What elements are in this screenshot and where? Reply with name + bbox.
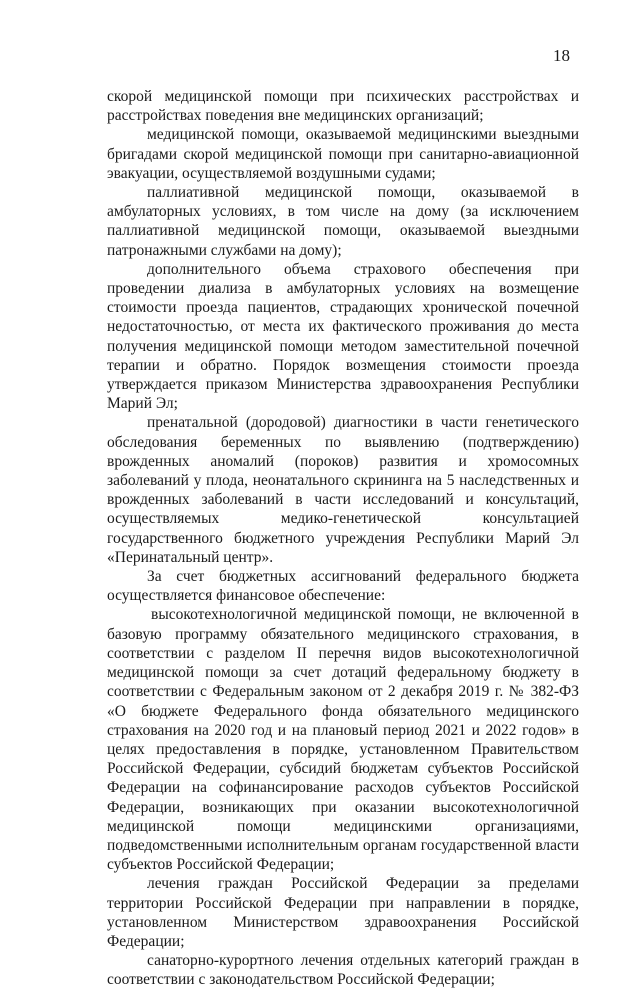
document-body bbox=[107, 87, 579, 990]
paragraph: пренатальной (дородовой) диагностики в части генетического обследования беременных по выявлению (подтверждению) врожденных аномалий (пороков) развития и хромосомных заболеваний у плода, неонатального скрининга на 5 наследственных и врожденных заболеваний в части исследований и консультаций, осуществляемых медико-генетической консультацией государственного бюджетного учреждения Республики Марий Эл «Перинатальный центр». bbox=[107, 414, 579, 566]
paragraph: санаторно-курортного лечения отдельных категорий граждан в соответствии с законодательством Российской Федерации; bbox=[107, 952, 579, 989]
paragraph: За счет бюджетных ассигнований федерального бюджета осуществляется финансовое обеспечение: bbox=[107, 568, 579, 605]
paragraph: скорой медицинской помощи при психических расстройствах и расстройствах поведения вне медицинских организаций; bbox=[107, 88, 579, 125]
paragraph: медицинской помощи, оказываемой медицинскими выездными бригадами скорой медицинской помощи при санитарно-авиационной эвакуации, осуществляемой воздушными судами; bbox=[107, 126, 579, 182]
paragraph: лечения граждан Российской Федерации за пределами территории Российской Федерации при направлении в порядке, установленном Министерством здравоохранения Российской Федерации; bbox=[107, 875, 579, 950]
page-number: 18 bbox=[553, 46, 570, 65]
paragraph: высокотехнологичной медицинской помощи, не включенной в базовую программу обязательного медицинского страхования, в соответствии с разделом II перечня видов высокотехнологичной медицинской помощи за счет дотаций федеральному бюджету в соответствии с Федеральным законом от 2 декабря 2019 г. № 382-ФЗ «О бюджете Федерального фонда обязательного медицинского страхования на 2020 год и на плановый период 2021 и 2022 годов» в целях предоставления в порядке, установленном Правительством Российской Федерации, субсидий бюджетам субъектов Российской Федерации на софинансирование расходов субъектов Российской Федерации, возникающих при оказании высокотехнологичной медицинской помощи медицинскими организациями, подведомственными исполнительным органам государственной власти субъектов Российской Федерации; bbox=[107, 606, 579, 874]
paragraph: паллиативной медицинской помощи, оказываемой в амбулаторных условиях, в том числе на дому (за исключением паллиативной медицинской помощи, оказываемой выездными патронажными службами на дому); bbox=[107, 184, 579, 259]
paragraph: дополнительного объема страхового обеспечения при проведении диализа в амбулаторных условиях на возмещение стоимости проезда пациентов, страдающих хронической почечной недостаточностью, от места их фактического проживания до места получения медицинской помощи методом заместительной почечной терапии и обратно. Порядок возмещения стоимости проезда утверждается приказом Министерства здравоохранения Республики Марий Эл; bbox=[107, 260, 579, 413]
